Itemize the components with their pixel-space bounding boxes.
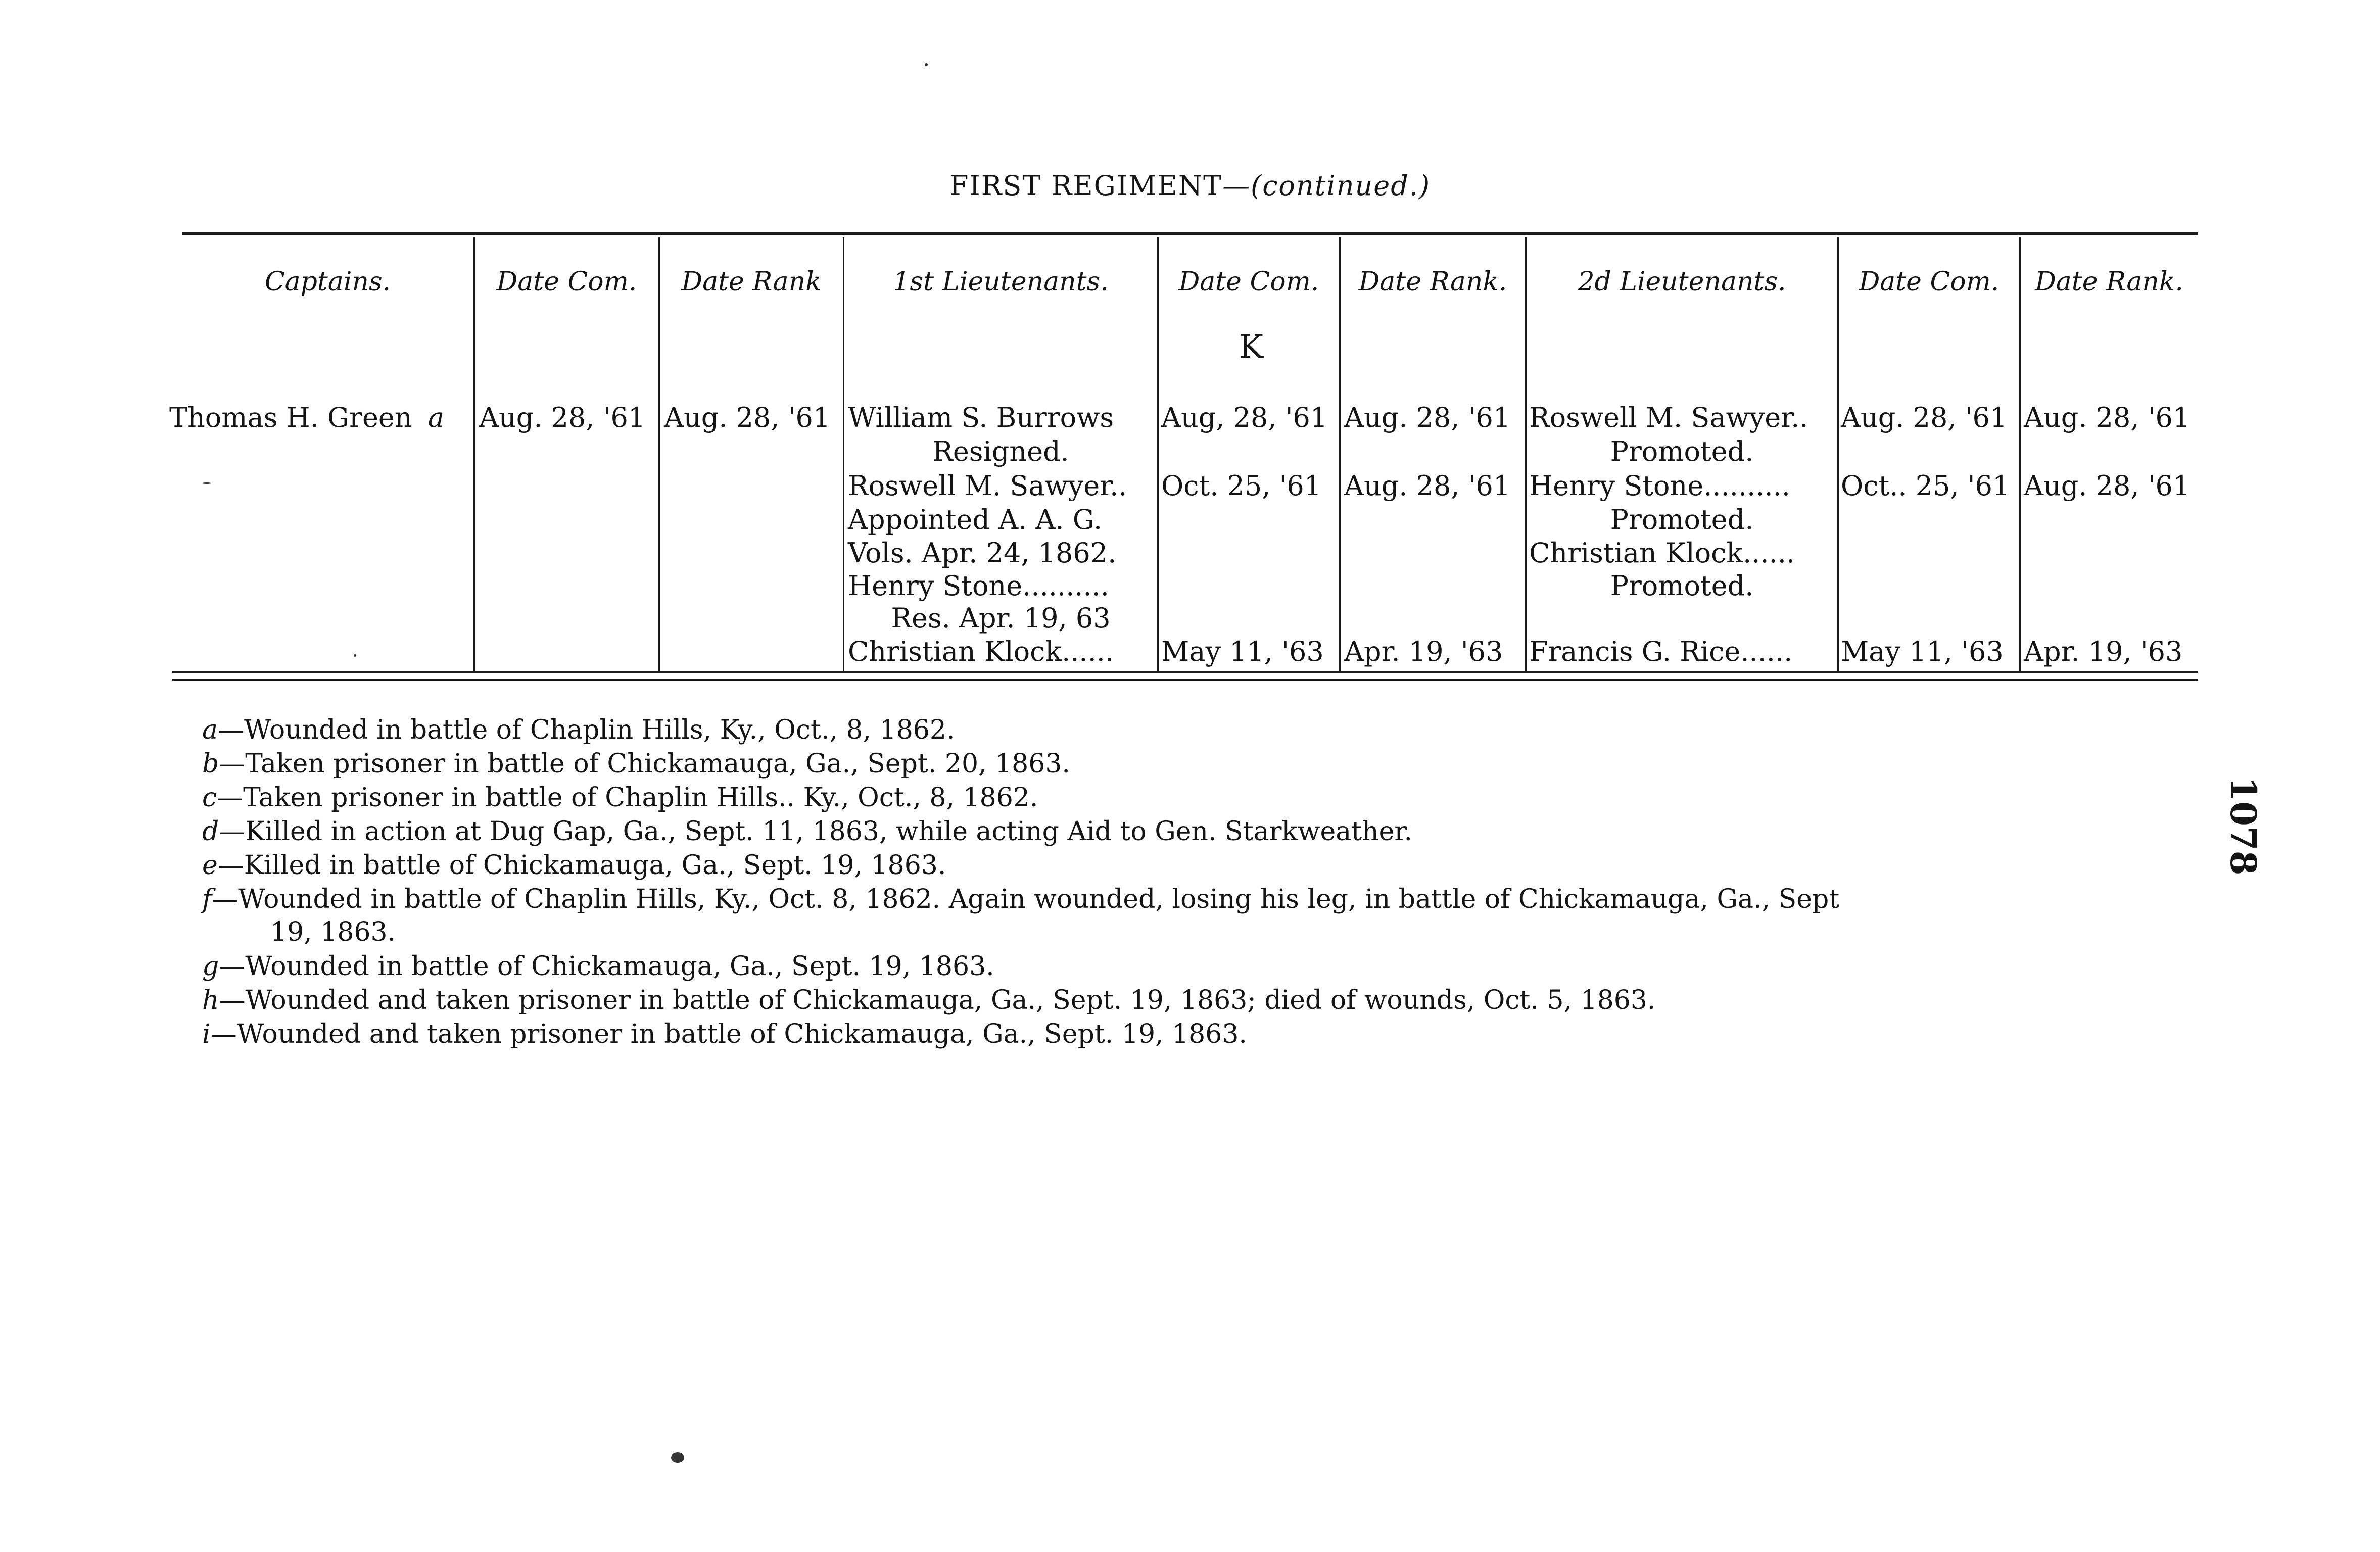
header-date-com-3: Date Com. [1859, 267, 2000, 297]
footnote-text: —Wounded and taken prisoner in battle of Chickamauga, Ga., Sept. 19, 1863. [210, 1019, 1247, 1049]
column-divider [473, 237, 475, 671]
header-date-rank-1: Date Rank [681, 267, 822, 297]
second-lt-date-com: Aug. 28, '61 [1841, 402, 2008, 433]
second-lt-name: Christian Klock...... [1529, 537, 1795, 569]
footnote-key: g [202, 951, 219, 982]
footnote-key: b [202, 749, 219, 779]
footnote-key: i [202, 1019, 211, 1049]
second-lt-date-com: Oct.. 25, '61 [1841, 470, 2010, 502]
table-bottom-rule-1 [172, 671, 2198, 673]
second-lt-name: Henry Stone.......... [1529, 470, 1790, 502]
footnote-key: d [202, 816, 219, 847]
second-lt-name: Francis G. Rice...... [1529, 636, 1793, 667]
column-divider [1837, 237, 1839, 671]
footnote-text: —Wounded and taken prisoner in battle of Chickamauga, Ga., Sept. 19, 1863; died of wounds, Oct. 5, 1863. [219, 985, 1656, 1015]
column-divider [1339, 237, 1341, 671]
company-letter: K [1239, 328, 1263, 366]
title-main: FIRST REGIMENT [949, 170, 1223, 202]
first-lt-note: Res. Apr. 19, 63 [891, 602, 1111, 634]
footnote-text: —Wounded in battle of Chickamauga, Ga., Sept. 19, 1863. [219, 951, 994, 982]
captain-name-text: Thomas H. Green [169, 402, 412, 433]
footnote-text: —Taken prisoner in battle of Chaplin Hills.. Ky., Oct., 8, 1862. [217, 783, 1038, 813]
first-lt-date-com: May 11, '63 [1161, 636, 1324, 667]
table-top-rule [182, 232, 2198, 235]
footnote [202, 1019, 1247, 1049]
footnote-key: h [202, 985, 219, 1015]
header-first-lieutenants: 1st Lieutenants. [893, 267, 1109, 297]
footnote [202, 951, 994, 982]
footnote-key: c [202, 783, 217, 813]
captain-date-com: Aug. 28, '61 [479, 402, 646, 433]
second-lt-note: Promoted. [1610, 435, 1754, 467]
footnote-text: —Wounded in battle of Chaplin Hills, Ky., Oct., 8, 1862. [218, 715, 955, 745]
footnote [202, 985, 1655, 1015]
table-bottom-rule-2 [172, 679, 2198, 681]
header-date-com-1: Date Com. [496, 267, 637, 297]
column-divider [658, 237, 660, 671]
first-lt-date-com: Aug, 28, '61 [1161, 402, 1328, 433]
first-lt-note: Vols. Apr. 24, 1862. [848, 537, 1117, 569]
header-second-lieutenants: 2d Lieutenants. [1578, 267, 1786, 297]
page-number: 1078 [2222, 777, 2265, 876]
second-lt-name: Roswell M. Sawyer.. [1529, 402, 1808, 433]
header-date-rank-3: Date Rank. [2035, 267, 2183, 297]
second-lt-date-rank: Aug. 28, '61 [2024, 470, 2191, 502]
footnote [202, 816, 1412, 847]
footnote-key: e [202, 850, 218, 881]
footnote-text: —Killed in battle of Chickamauga, Ga., Sept. 19, 1863. [217, 850, 946, 881]
first-lt-name: William S. Burrows [848, 402, 1114, 433]
captain-date-rank: Aug. 28, '61 [664, 402, 831, 433]
first-lt-name: Henry Stone.......... [848, 570, 1109, 602]
second-lt-note: Promoted. [1610, 570, 1754, 602]
print-speck [671, 1452, 684, 1463]
print-speck [925, 63, 928, 66]
footnote [202, 715, 955, 745]
second-lt-date-com: May 11, '63 [1841, 636, 2004, 667]
print-speck [202, 482, 211, 484]
first-lt-name: Roswell M. Sawyer.. [848, 470, 1127, 502]
page-title [0, 170, 2380, 202]
print-speck [354, 654, 356, 657]
footnote [202, 749, 1070, 779]
second-lt-note: Promoted. [1610, 504, 1754, 536]
first-lt-note: Appointed A. A. G. [848, 504, 1103, 536]
column-divider [1157, 237, 1159, 671]
first-lt-date-rank: Aug. 28, '61 [1344, 402, 1511, 433]
first-lt-date-com: Oct. 25, '61 [1161, 470, 1322, 502]
header-captains: Captains. [264, 267, 391, 297]
second-lt-date-rank: Apr. 19, '63 [2024, 636, 2183, 667]
first-lt-name: Christian Klock...... [848, 636, 1114, 667]
footnote-continuation: 19, 1863. [270, 917, 396, 947]
second-lt-date-rank: Aug. 28, '61 [2024, 402, 2191, 433]
footnote [202, 884, 1839, 914]
header-date-com-2: Date Com. [1178, 267, 1319, 297]
footnote-text: —Taken prisoner in battle of Chickamauga, Ga., Sept. 20, 1863. [219, 749, 1070, 779]
captain-footnote-mark: a [427, 402, 445, 433]
header-date-rank-2: Date Rank. [1358, 267, 1507, 297]
first-lt-note: Resigned. [932, 435, 1069, 467]
footnote [202, 850, 946, 881]
column-divider [2019, 237, 2021, 671]
footnote-key: a [202, 715, 218, 745]
first-lt-date-rank: Apr. 19, '63 [1344, 636, 1503, 667]
title-sub: —(continued.) [1222, 170, 1431, 202]
footnote-text: —Killed in action at Dug Gap, Ga., Sept. 11, 1863, while acting Aid to Gen. Starkweather. [219, 816, 1413, 847]
footnote-text: —Wounded in battle of Chaplin Hills, Ky., Oct. 8, 1862. Again wounded, losing his leg, in battle of Chickamauga, Ga., Sept [212, 884, 1840, 914]
captain-name [169, 402, 444, 433]
footnote-key: f [202, 884, 212, 914]
first-lt-date-rank: Aug. 28, '61 [1344, 470, 1511, 502]
footnote [202, 783, 1038, 813]
